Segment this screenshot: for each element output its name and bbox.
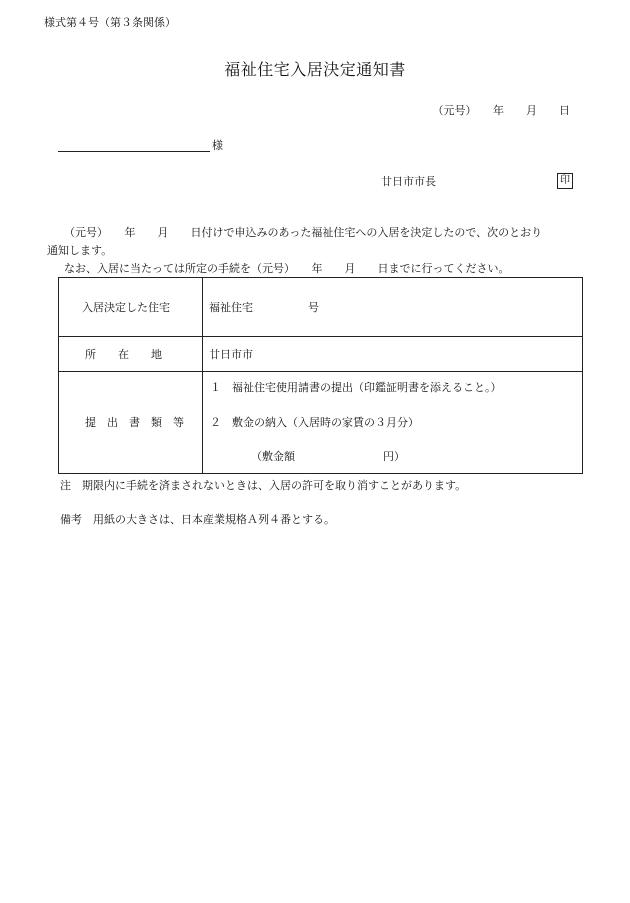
recipient-underline bbox=[58, 151, 210, 152]
info-table bbox=[58, 277, 583, 474]
table-row-divider bbox=[59, 336, 582, 337]
row-label-location: 所 在 地 bbox=[85, 348, 162, 361]
recipient-suffix: 様 bbox=[212, 139, 223, 152]
document-item-1: １ 福祉住宅使用請書の提出（印鑑証明書を添えること。） bbox=[210, 381, 502, 394]
table-row-divider bbox=[59, 371, 582, 372]
note: 注 期限内に手続を済まされないときは、入居の許可を取り消すことがあります。 bbox=[60, 479, 467, 492]
row-value-location: 廿日市市 bbox=[209, 348, 253, 361]
body-paragraph-line-3: なお、入居に当たっては所定の手続を（元号） 年 月 日までに行ってください。 bbox=[64, 262, 510, 275]
remark: 備考 用紙の大きさは、日本産業規格Ａ列４番とする。 bbox=[60, 513, 335, 526]
page-title: 福祉住宅入居決定通知書 bbox=[224, 60, 406, 79]
table-column-divider bbox=[202, 278, 203, 473]
row-label-housing: 入居決定した住宅 bbox=[82, 301, 170, 314]
date-line: （元号） 年 月 日 bbox=[432, 104, 570, 117]
body-paragraph-line-2: 通知します。 bbox=[47, 244, 113, 257]
row-label-documents: 提 出 書 類 等 bbox=[85, 416, 184, 429]
seal-box: 印 bbox=[557, 173, 573, 189]
form-number: 様式第４号（第３条関係） bbox=[44, 16, 176, 29]
issuer-name: 廿日市市長 bbox=[381, 175, 436, 188]
body-paragraph-line-1: （元号） 年 月 日付けで申込みのあった福祉住宅への入居を決定したので、次のとおり bbox=[64, 226, 543, 239]
row-value-housing: 福祉住宅 号 bbox=[209, 301, 319, 314]
document-item-2: ２ 敷金の納入（入居時の家賃の３月分） bbox=[210, 416, 419, 429]
deposit-amount: （敷金額 円） bbox=[251, 450, 405, 463]
